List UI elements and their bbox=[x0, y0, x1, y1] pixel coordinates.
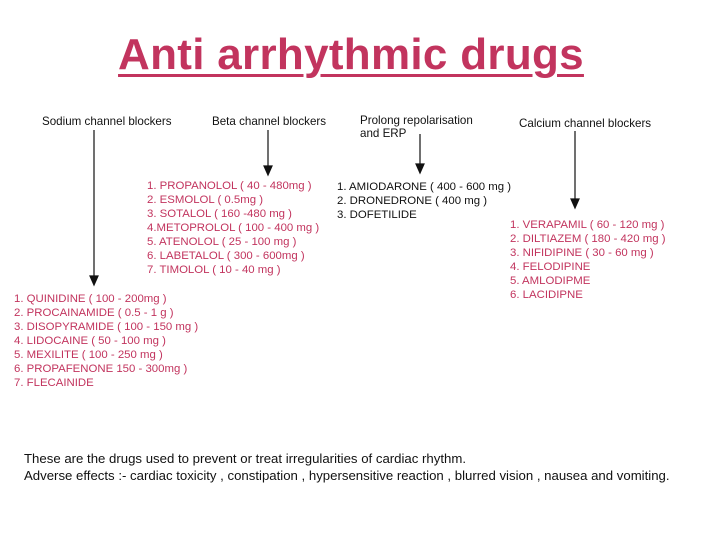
heading-beta-channel-blockers: Beta channel blockers bbox=[212, 115, 327, 128]
arrow-calcium-head bbox=[571, 199, 579, 208]
list-item: 7. FLECAINIDE bbox=[14, 377, 94, 389]
heading-prolong-line1: Prolong repolarisation bbox=[360, 114, 473, 127]
list-item: 4. LIDOCAINE ( 50 - 100 mg ) bbox=[14, 335, 166, 347]
arrow-prolong-head bbox=[416, 164, 424, 173]
heading-prolong-line2: and ERP bbox=[360, 127, 407, 140]
list-item: 1. PROPANOLOL ( 40 - 480mg ) bbox=[147, 180, 312, 192]
list-item: 1. QUINIDINE ( 100 - 200mg ) bbox=[14, 293, 167, 305]
footer-description: These are the drugs used to prevent or treat irregularities of cardiac rhythm. bbox=[24, 451, 466, 466]
list-sodium-channel-blockers bbox=[14, 292, 198, 390]
list-prolong-repolarisation bbox=[337, 180, 511, 222]
arrow-sodium-head bbox=[90, 276, 98, 285]
list-item: 3. DISOPYRAMIDE ( 100 - 150 mg ) bbox=[14, 321, 199, 333]
list-item: 3. DOFETILIDE bbox=[337, 209, 417, 221]
list-item: 5. AMLODIPME bbox=[510, 275, 591, 287]
page-title: Anti arrhythmic drugs bbox=[118, 30, 584, 79]
list-item: 1. AMIODARONE ( 400 - 600 mg ) bbox=[337, 181, 512, 193]
list-item: 4.METOPROLOL ( 100 - 400 mg ) bbox=[147, 222, 320, 234]
list-item: 6. PROPAFENONE 150 - 300mg ) bbox=[14, 363, 188, 375]
list-item: 2. DILTIAZEM ( 180 - 420 mg ) bbox=[510, 233, 666, 245]
list-item: 3. NIFIDIPINE ( 30 - 60 mg ) bbox=[510, 247, 654, 259]
list-item: 2. DRONEDRONE ( 400 mg ) bbox=[337, 195, 488, 207]
list-item: 4. FELODIPINE bbox=[510, 261, 591, 273]
list-item: 5. ATENOLOL ( 25 - 100 mg ) bbox=[147, 236, 297, 248]
heading-sodium-channel-blockers: Sodium channel blockers bbox=[42, 115, 172, 128]
list-item: 3. SOTALOL ( 160 -480 mg ) bbox=[147, 208, 292, 220]
list-beta-channel-blockers bbox=[147, 179, 319, 277]
heading-calcium-channel-blockers: Calcium channel blockers bbox=[519, 117, 652, 130]
list-item: 6. LABETALOL ( 300 - 600mg ) bbox=[147, 250, 305, 262]
arrow-beta-head bbox=[264, 166, 272, 175]
list-item: 6. LACIDIPNE bbox=[510, 289, 583, 301]
list-item: 2. ESMOLOL ( 0.5mg ) bbox=[147, 194, 264, 206]
list-calcium-channel-blockers bbox=[510, 218, 666, 302]
list-item: 1. VERAPAMIL ( 60 - 120 mg ) bbox=[510, 219, 665, 231]
footer-notes bbox=[24, 450, 684, 484]
list-item: 7. TIMOLOL ( 10 - 40 mg ) bbox=[147, 264, 281, 276]
footer-adverse-effects: Adverse effects :- cardiac toxicity , constipation , hypersensitive reaction , blurred vision , nausea and vomiting. bbox=[24, 468, 670, 483]
list-item: 2. PROCAINAMIDE ( 0.5 - 1 g ) bbox=[14, 307, 174, 319]
list-item: 5. MEXILITE ( 100 - 250 mg ) bbox=[14, 349, 163, 361]
